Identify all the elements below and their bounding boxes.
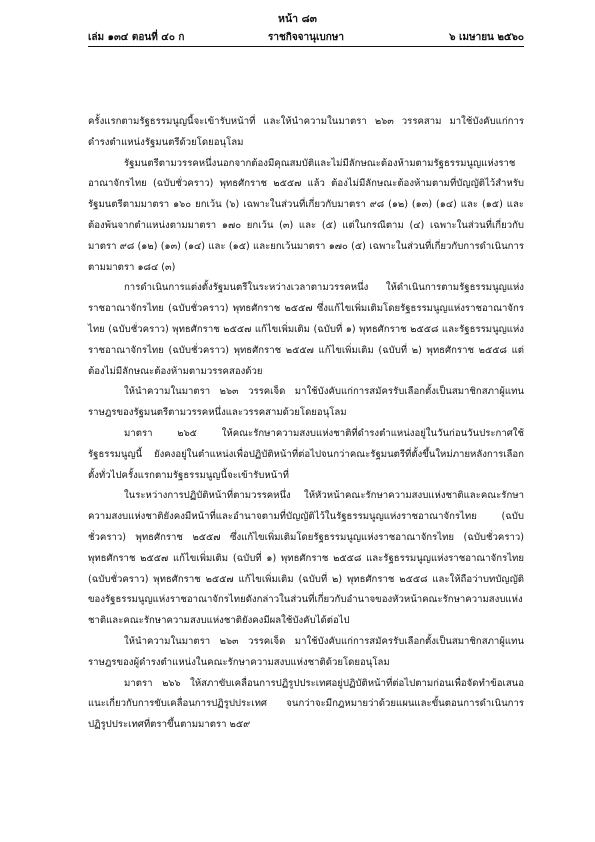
paragraph: ครั้งแรกตามรัฐธรรมนูญนี้จะเข้ารับหน้าที่ และให้นำความในมาตรา ๒๖๓ วรรคสาม มาใช้บังคับแก่การดำรงตำแหน่งรัฐมนตรีด้วยโดยอนุโลม <box>88 116 524 148</box>
paragraph: ให้นำความในมาตรา ๒๖๓ วรรคเจ็ด มาใช้บังคับแก่การสมัครรับเลือกตั้งเป็นสมาชิกสภาผู้แทนราษฎรของผู้ดำรงตำแหน่งในคณะรักษาความสงบแห่งชาติด้วยโดยอนุโลม <box>88 635 524 668</box>
page-number: หน้า ๘๓ <box>278 13 317 25</box>
volume-issue: เล่ม ๑๓๔ ตอนที่ ๔๐ ก <box>88 32 185 43</box>
publication-date: ๖ เมษายน ๒๕๖๐ <box>449 32 524 43</box>
running-header <box>88 30 524 44</box>
section-265-paragraph: มาตรา ๒๖๕ ให้คณะรักษาความสงบแห่งชาติที่ดำรงตำแหน่งอยู่ในวันก่อนวันประกาศใช้รัฐธรรมนูญนี้ ยังคงอยู่ในตำแหน่งเพื่อปฏิบัติหน้าที่ต่อไปจนกว่าคณะรัฐมนตรีที่ตั้งขึ้นใหม่ภายหลังการเลือกตั้งทั่วไปครั้งแรกตามรัฐธรรมนูญนี้จะเข้ารับหน้าที่ <box>88 427 524 481</box>
paragraph: ในระหว่างการปฏิบัติหน้าที่ตามวรรคหนึ่ง ให้หัวหน้าคณะรักษาความสงบแห่งชาติและคณะรักษาความสงบแห่งชาติยังคงมีหน้าที่และอำนาจตามที่บัญญัติไว้ในรัฐธรรมนูญแห่งราชอาณาจักรไทย (ฉบับชั่วคราว) พุทธศักราช ๒๕๕๗ ซึ่งแก้ไขเพิ่มเติมโดยรัฐธรรมนูญแห่งราชอาณาจักรไทย (ฉบับชั่วคราว) พุทธศักราช ๒๕๕๗ แก้ไขเพิ่มเติม (ฉบับที่ ๑) พุทธศักราช ๒๕๕๘ และรัฐธรรมนูญแห่งราชอาณาจักรไทย (ฉบับชั่วคราว) พุทธศักราช ๒๕๕๗ แก้ไขเพิ่มเติม (ฉบับที่ ๒) พุทธศักราช ๒๕๕๘ และให้ถือว่าบทบัญญัติของรัฐธรรมนูญแห่งราชอาณาจักรไทยดังกล่าวในส่วนที่เกี่ยวกับอำนาจของหัวหน้าคณะรักษาความสงบแห่งชาติและคณะรักษาความสงบแห่งชาติยังคงมีผลใช้บังคับได้ต่อไป <box>88 490 524 627</box>
paragraph: การดำเนินการแต่งตั้งรัฐมนตรีในระหว่างเวลาตามวรรคหนึ่ง ให้ดำเนินการตามรัฐธรรมนูญแห่งราชอาณาจักรไทย (ฉบับชั่วคราว) พุทธศักราช ๒๕๕๗ ซึ่งแก้ไขเพิ่มเติมโดยรัฐธรรมนูญแห่งราชอาณาจักรไทย (ฉบับชั่วคราว) พุทธศักราช ๒๕๕๗ แก้ไขเพิ่มเติม (ฉบับที่ ๑) พุทธศักราช ๒๕๕๘ และรัฐธรรมนูญแห่งราชอาณาจักรไทย (ฉบับชั่วคราว) พุทธศักราช ๒๕๕๗ แก้ไขเพิ่มเติม (ฉบับที่ ๒) พุทธศักราช ๒๕๕๘ แต่ต้องไม่มีลักษณะต้องห้ามตามวรรคสองด้วย <box>88 282 524 377</box>
header-rule <box>88 46 524 47</box>
section-266-paragraph: มาตรา ๒๖๖ ให้สภาขับเคลื่อนการปฏิรูปประเทศอยู่ปฏิบัติหน้าที่ต่อไปตามก่อนเพื่อจัดทำข้อเสนอแนะเกี่ยวกับการขับเคลื่อนการปฏิรูปประเทศ จนกว่าจะมีกฎหมายว่าด้วยแผนและขั้นตอนการดำเนินการปฏิรูปประเทศที่ตราขึ้นตามมาตรา ๒๕๙ <box>88 677 524 731</box>
paragraph: ให้นำความในมาตรา ๒๖๓ วรรคเจ็ด มาใช้บังคับแก่การสมัครรับเลือกตั้งเป็นสมาชิกสภาผู้แทนราษฎรของรัฐมนตรีตามวรรคหนึ่งและวรรคสามด้วยโดยอนุโลม <box>88 386 524 419</box>
body-text <box>88 112 524 736</box>
paragraph: รัฐมนตรีตามวรรคหนึ่งนอกจากต้องมีคุณสมบัติและไม่มีลักษณะต้องห้ามตามรัฐธรรมนูญแห่งราชอาณาจักรไทย (ฉบับชั่วคราว) พุทธศักราช ๒๕๕๗ แล้ว ต้องไม่มีลักษณะต้องห้ามตามที่บัญญัติไว้สำหรับรัฐมนตรีตามมาตรา ๑๖๐ ยกเว้น (๖) เฉพาะในส่วนที่เกี่ยวกับมาตรา ๙๘ (๑๒) (๑๓) (๑๔) และ (๑๕) และต้องพ้นจากตำแหน่งตามมาตรา ๑๗๐ ยกเว้น (๓) และ (๕) แต่ในกรณีตาม (๔) เฉพาะในส่วนที่เกี่ยวกับมาตรา ๙๘ (๑๒) (๑๓) (๑๔) และ (๑๕) และยกเว้นมาตรา ๑๗๐ (๕) เฉพาะในส่วนที่เกี่ยวกับการดำเนินการตามมาตรา ๑๘๔ (๓) <box>88 157 524 273</box>
publication-name: ราชกิจจานุเบกษา <box>267 32 345 43</box>
